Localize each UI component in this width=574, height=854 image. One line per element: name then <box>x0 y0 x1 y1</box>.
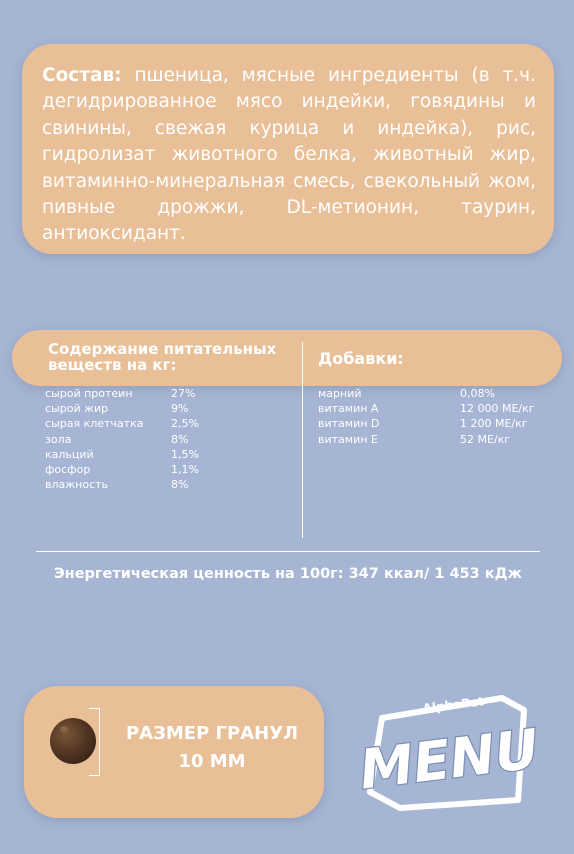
nutrient-name: фосфор <box>45 462 91 476</box>
nutrient-value: 9% <box>171 402 189 416</box>
additives-title: Добавки: <box>318 349 404 368</box>
nutrient-value: 1,1% <box>171 462 199 476</box>
nutrient-value: 2,5% <box>171 417 199 431</box>
additive-value: 52 МЕ/кг <box>460 432 511 446</box>
nutrient-value: 27% <box>171 387 196 400</box>
additive-value: 12 000 МЕ/кг <box>460 402 535 416</box>
size-bracket <box>89 708 100 776</box>
logo-brand-text: AlphaPet <box>421 694 485 716</box>
energy-value-text: Энергетическая ценность на 100г: 347 ккал/ 1 453 кДж <box>54 566 522 582</box>
nutrient-value: 8% <box>171 432 189 446</box>
additive-name: марний <box>318 387 362 400</box>
nutrient-name: зола <box>45 432 72 446</box>
alphapet-menu-logo <box>352 680 542 828</box>
additive-value: 0,08% <box>460 387 495 400</box>
granule-size-value: 10 ММ <box>178 751 246 772</box>
composition-text <box>42 63 536 248</box>
composition-label: Состав: <box>42 65 122 86</box>
column-divider <box>302 342 303 538</box>
composition-ingredients: пшеница, мясные ингредиенты (в т.ч. дегидрированное мясо индейки, говядины и свинины, свежая курица и индейка), рис, гидролизат животного белка, животный жир, витаминно-минеральная смесь, свекольный жом, пивные дрожжи, DL-метионин, таурин, антиоксидант. <box>42 65 536 245</box>
section-divider <box>36 551 540 552</box>
granule-size-title: РАЗМЕР ГРАНУЛ <box>125 723 299 744</box>
nutrient-name: влажность <box>45 478 109 492</box>
additive-name: витамин А <box>318 402 379 416</box>
granule-size-label <box>112 720 312 776</box>
additive-value: 1 200 МЕ/кг <box>460 417 528 431</box>
nutrient-name: сырая клетчатка <box>45 417 144 431</box>
nutrient-value: 8% <box>171 478 189 492</box>
additive-name: витамин D <box>318 417 380 431</box>
nutrients-title: Содержание питательных веществ на кг: <box>48 340 277 374</box>
logo-menu-text: MENU <box>356 717 542 802</box>
nutrient-name: сырой жир <box>45 402 109 416</box>
nutrient-value: 1,5% <box>171 447 199 461</box>
nutrient-name: сырой протеин <box>45 387 133 400</box>
nutrient-name: кальций <box>45 447 94 461</box>
additive-name: витамин Е <box>318 432 378 446</box>
